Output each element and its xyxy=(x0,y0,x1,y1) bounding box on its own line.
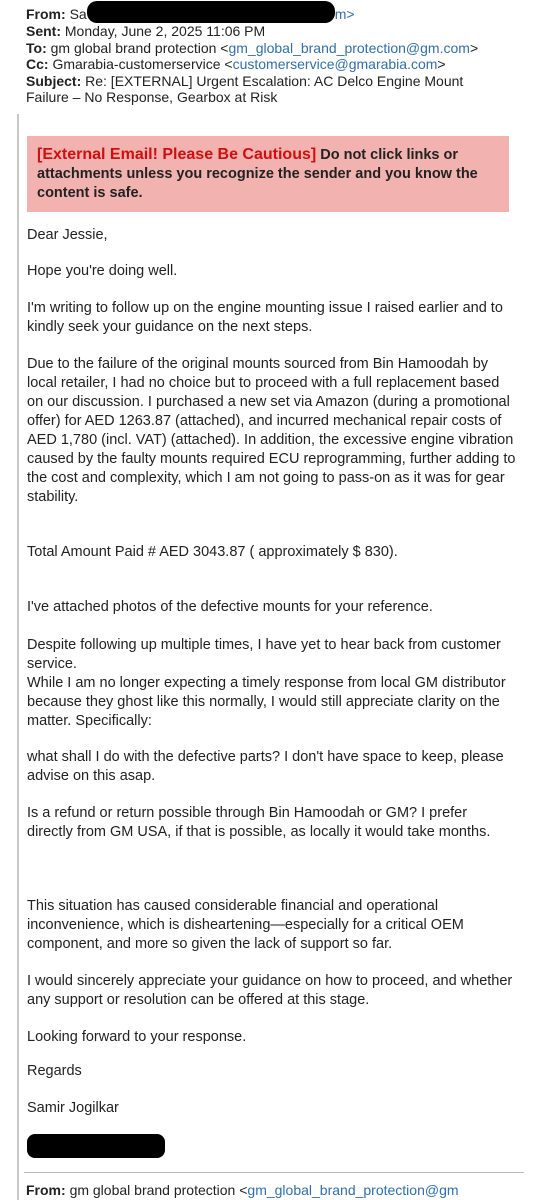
from-label: From: xyxy=(26,6,66,22)
greeting: Dear Jessie, xyxy=(27,227,108,243)
redacted-signature-detail xyxy=(27,1134,165,1158)
paragraph-6: While I am no longer expecting a timely response from local GM distributor because they ghost like this normally, I would still appreciate clarity on the matter. Specifically: xyxy=(27,675,506,729)
next-from-email-link[interactable]: gm_global_brand_protection@gm xyxy=(247,1182,459,1198)
cc-email-link[interactable]: customerservice@gmarabia.com xyxy=(232,56,438,73)
subject-row xyxy=(26,73,526,90)
paragraph-8: I would sincerely appreciate your guidance on how to proceed, and whether any support or resolution can be offered at this stage. xyxy=(27,973,513,1008)
paragraph-3: Due to the failure of the original mounts sourced from Bin Hamoodah by local retailer, I had no choice but to proceed with a full replacement based on our discussion. I purchased a new set via Amazon (during a promotional offer) for AED 1263.87 (attached), and incurred mechanical repair costs of AED 1,780 (incl. VAT) (attached). In addition, the excessive engine vibration caused by the faulty mounts required ECU reprogramming, further adding to the cost and complexity, which I am not going to pass-on as it was for gear stability. xyxy=(27,356,516,505)
subject-row-2 xyxy=(26,89,526,106)
divider xyxy=(24,1172,524,1173)
next-from-name: gm global brand protection < xyxy=(69,1182,248,1198)
to-label: To: xyxy=(26,39,47,56)
quote-bar xyxy=(17,114,19,1200)
next-from-row xyxy=(26,1182,526,1199)
banner-message: Do not click links or attachments unless you recognize the sender and you know the content is safe. xyxy=(37,147,478,201)
from-row xyxy=(26,6,526,23)
cc-close: > xyxy=(437,56,446,73)
cc-label: Cc: xyxy=(26,56,49,73)
signature: Samir Jogilkar xyxy=(27,1100,119,1116)
sent-row xyxy=(26,23,526,40)
email-header xyxy=(26,6,526,106)
total-amount: Total Amount Paid # AED 3043.87 ( approximately $ 830). xyxy=(27,544,398,560)
paragraph-5: Despite following up multiple times, I have yet to hear back from customer service. xyxy=(27,637,501,672)
paragraph-7: This situation has caused considerable financial and operational inconvenience, which is disheartening—especially for a critical OEM component, and more so given the lack of support so far. xyxy=(27,898,464,952)
external-warning-banner xyxy=(27,136,509,212)
paragraph-4: I've attached photos of the defective mounts for your reference. xyxy=(27,599,433,615)
from-visible: Sa xyxy=(69,6,87,22)
to-email-link[interactable]: gm_global_brand_protection@gm.com xyxy=(228,39,470,56)
cc-row xyxy=(26,56,526,73)
question-1: what shall I do with the defective parts? I don't have space to keep, please advise on this asap. xyxy=(27,749,504,784)
question-2: Is a refund or return possible through Bin Hamoodah or GM? I prefer directly from GM USA, if that is possible, as locally it would take months. xyxy=(27,805,491,840)
to-close: > xyxy=(469,39,479,56)
to-name: gm global brand protection < xyxy=(50,39,229,56)
to-row xyxy=(26,40,526,57)
from-tail: m> xyxy=(334,6,355,22)
sent-value: Monday, June 2, 2025 11:06 PM xyxy=(64,23,266,40)
subject-line-2: Failure – No Response, Gearbox at Risk xyxy=(26,89,278,106)
paragraph-2: I'm writing to follow up on the engine mounting issue I raised earlier and to kindly seek your guidance on the next steps. xyxy=(27,300,503,335)
redacted-sender xyxy=(87,1,335,23)
cc-name: Gmarabia-customerservice < xyxy=(52,56,233,73)
sent-label: Sent: xyxy=(26,23,61,40)
banner-warning: [External Email! Please Be Cautious] xyxy=(37,146,317,163)
paragraph-9: Looking forward to your response. xyxy=(27,1029,247,1045)
next-email-header xyxy=(26,1182,526,1199)
paragraph-1: Hope you're doing well. xyxy=(27,263,178,279)
next-from-label: From: xyxy=(26,1182,66,1198)
regards: Regards xyxy=(27,1063,82,1079)
subject-label: Subject: xyxy=(26,72,82,89)
subject-line-1: Re: [EXTERNAL] Urgent Escalation: AC Delco Engine Mount xyxy=(85,72,464,89)
